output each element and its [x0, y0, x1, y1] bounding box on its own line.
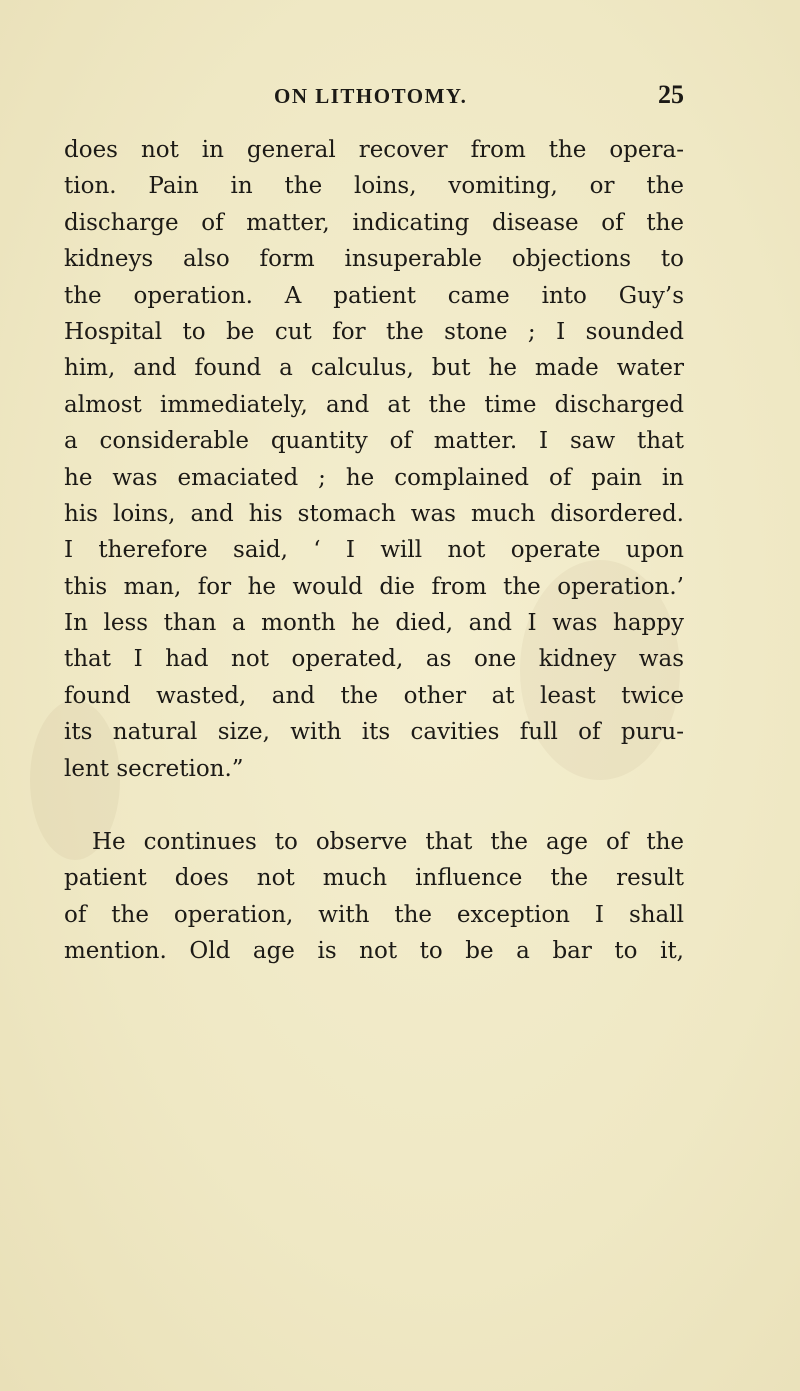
text-line: him, and found a calculus, but he made water: [64, 355, 684, 382]
text-line: found wasted, and the other at least twice: [64, 682, 684, 709]
paragraph-1: [64, 132, 684, 787]
text-line: Hospital to be cut for the stone ; I sounded: [64, 318, 684, 345]
text-line: almost immediately, and at the time discharged: [64, 391, 684, 418]
text-line: kidneys also form insuperable objections to: [64, 246, 684, 273]
text-line: its natural size, with its cavities full of puru-: [64, 719, 684, 746]
text-line: I therefore said, ‘ I will not operate upon: [64, 537, 684, 564]
page-header: [64, 80, 684, 116]
text-line: patient does not much influence the result: [64, 865, 684, 892]
paragraph-2: [64, 824, 684, 970]
text-line: a considerable quantity of matter. I saw that: [64, 428, 684, 455]
text-line: of the operation, with the exception I shall: [64, 901, 684, 928]
text-line: discharge of matter, indicating disease of the: [64, 209, 684, 236]
text-line: he was emaciated ; he complained of pain in: [64, 464, 684, 491]
text-line: his loins, and his stomach was much disordered.: [64, 500, 684, 527]
body-text: [64, 132, 684, 970]
text-line: this man, for he would die from the operation.’: [64, 573, 684, 600]
text-line: In less than a month he died, and I was happy: [64, 610, 684, 637]
text-line: does not in general recover from the opera-: [64, 137, 684, 163]
running-title: ON LITHOTOMY.: [274, 84, 468, 108]
page-number: 25: [658, 80, 684, 109]
text-line: tion. Pain in the loins, vomiting, or the: [64, 173, 684, 200]
text-line: that I had not operated, as one kidney was: [64, 646, 684, 673]
text-line: He continues to observe that the age of the: [92, 829, 684, 856]
paragraph-gap: [64, 787, 684, 824]
text-line: lent secretion.”: [64, 755, 244, 782]
text-line: mention. Old age is not to be a bar to it,: [64, 938, 684, 965]
text-line: the operation. A patient came into Guy’s: [64, 282, 684, 309]
